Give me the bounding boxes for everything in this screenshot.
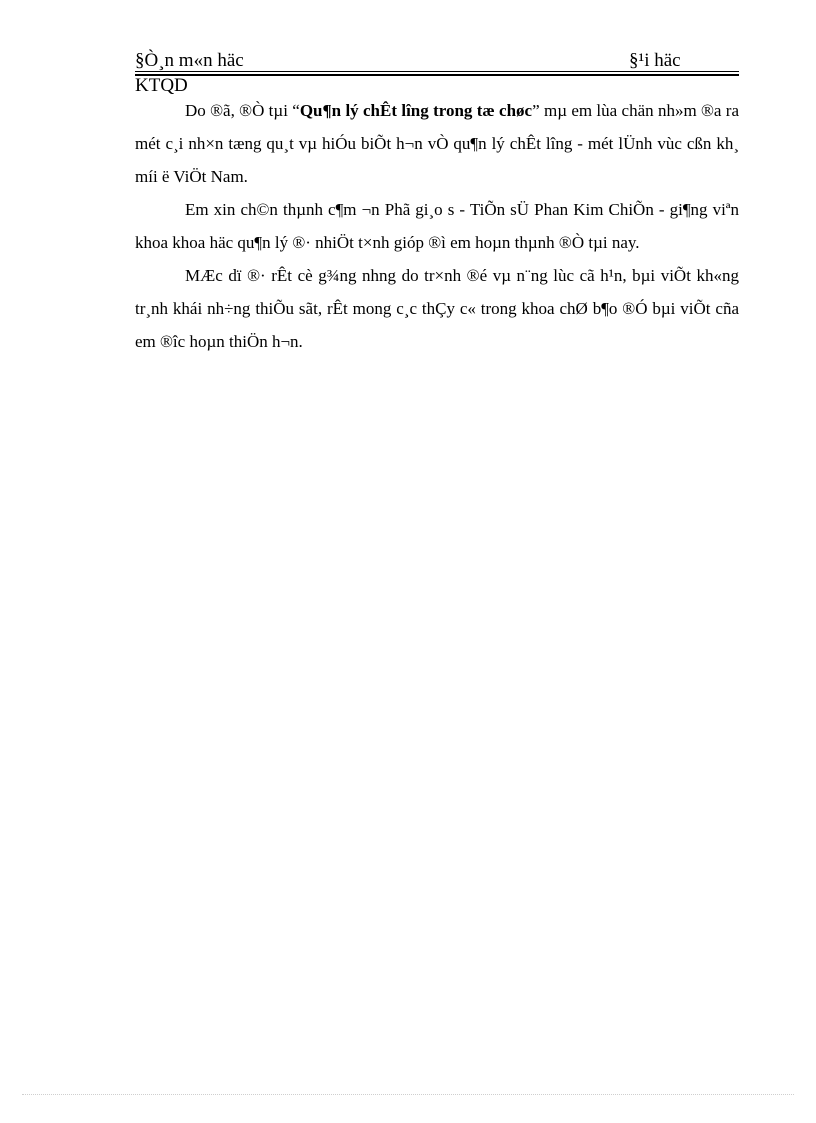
header-title-left: §Ò¸n m«n häc [135,50,244,71]
document-body [135,94,739,358]
paragraph-topic-start: Do ®ã, ®Ò tµi “ [185,101,300,120]
header-rule-thick [135,74,739,76]
header-subtitle: KTQD [135,75,188,96]
paragraph-topic-title: Qu¶n lý chÊt lîng trong tæ chøc [299,101,533,120]
paragraph-topic [135,94,739,193]
paragraph-closing: MÆc dï ®· rÊt cè g¾ng nhng do tr×nh ®é vµ n¨ng lùc cã h¹n, bµi viÕt kh«ng tr¸nh khái nh÷ng thiÕu sãt, rÊt mong c¸c thÇy c« trong khoa chØ b¶o ®Ó bµi viÕt cña em ®îc hoµn thiÖn h¬n. [135,266,739,351]
page-header [135,50,739,96]
header-title-right: §¹i häc [629,50,681,71]
paragraph-topic-end: ” mµ em lùa chän nh»m ®a ra mét c¸i nh×n tæng qu¸t vµ hiÓu biÕt h¬n vÒ qu¶n lý chÊt lîng - mét lÜnh vùc cßn kh¸ míi ë ViÖt Nam. [135,101,740,186]
header-rule [135,71,739,72]
header-row [135,50,739,72]
page-bottom-border [22,1094,794,1095]
paragraph-acknowledgement: Em xin ch©n thµnh c¶m ¬n Phã gi¸o s - TiÕn sÜ Phan Kim ChiÕn - gi¶ng viªn khoa khoa häc qu¶n lý ®· nhiÖt t×nh gióp ®ì em hoµn thµnh ®Ò tµi nay. [135,200,739,252]
